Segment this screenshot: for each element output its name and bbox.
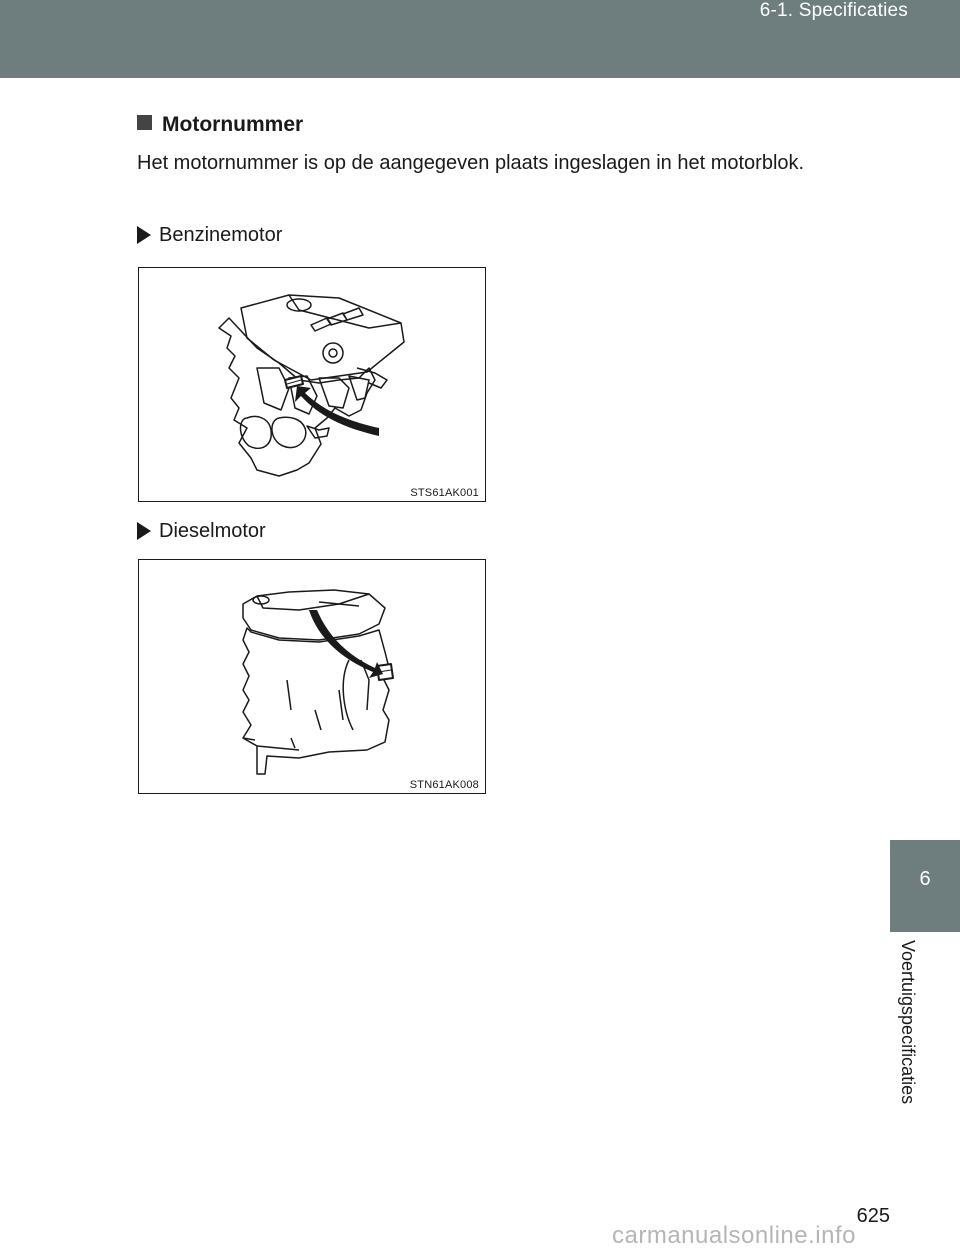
subheading-diesel <box>137 520 266 543</box>
section-title: 6-1. Specificaties <box>759 0 908 21</box>
subheading-text: Dieselmotor <box>159 520 266 542</box>
chapter-tab[interactable] <box>890 840 960 932</box>
section-heading <box>137 113 303 137</box>
engine-illustration <box>139 560 485 793</box>
chapter-label: Voertuigspecificaties <box>898 940 918 1105</box>
figure-diesel-engine <box>138 559 486 794</box>
heading-text: Motornummer <box>162 113 304 136</box>
triangle-bullet-icon <box>137 226 151 244</box>
square-bullet-icon <box>137 115 152 130</box>
body-paragraph: Het motornummer is op de aangegeven plaats ingeslagen in het motorblok. <box>137 152 805 174</box>
chapter-label-container <box>890 940 934 1140</box>
chapter-number: 6 <box>919 868 931 890</box>
figure-benzine-engine <box>138 267 486 502</box>
engine-illustration <box>139 268 485 501</box>
figure-code: STS61AK001 <box>410 487 479 499</box>
figure-code: STN61AK008 <box>409 779 479 791</box>
header-bar <box>0 0 960 78</box>
watermark[interactable]: carmanualsonline.info <box>612 1222 856 1249</box>
subheading-benzine <box>137 224 282 247</box>
subheading-text: Benzinemotor <box>159 224 283 246</box>
triangle-bullet-icon <box>137 522 151 540</box>
page-number: 625 <box>856 1205 890 1227</box>
